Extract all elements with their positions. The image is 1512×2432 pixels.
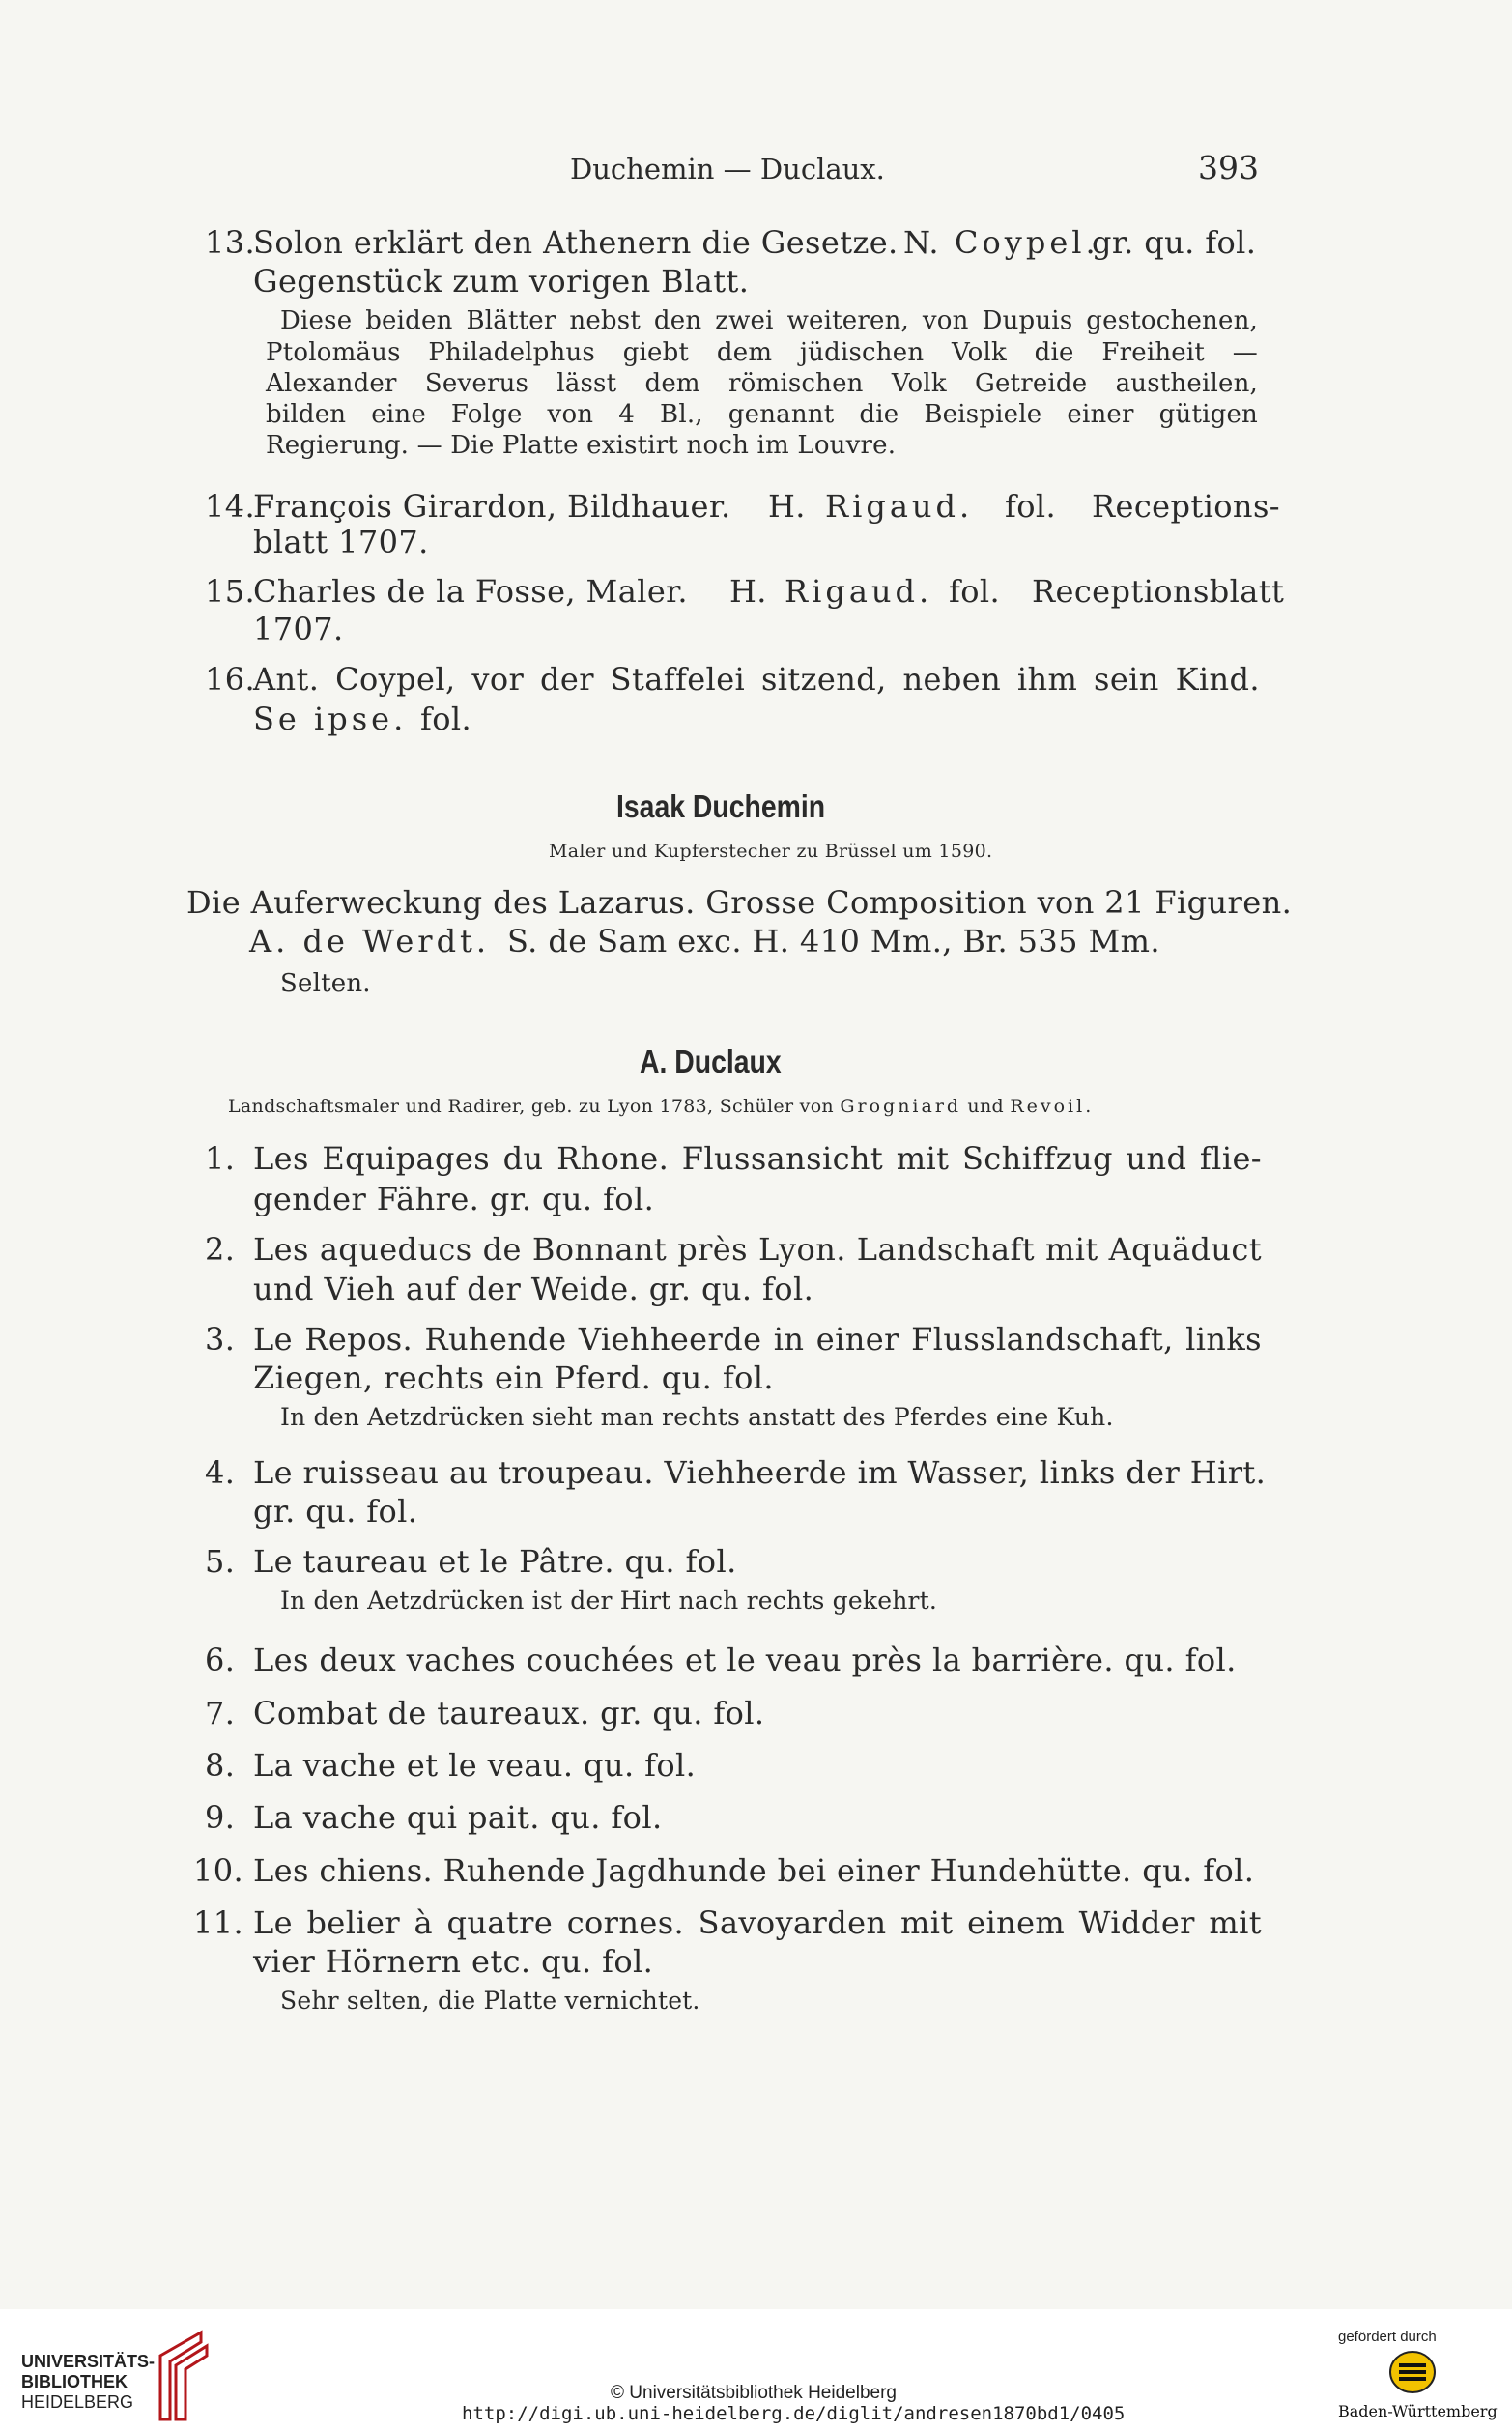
artist-subtitle-duclaux xyxy=(228,1096,1094,1117)
library-logo-icon xyxy=(155,2327,213,2423)
entry-13-engraver: Coypel. xyxy=(955,224,1099,261)
duchemin-engraver: A. de Werdt. xyxy=(249,923,491,959)
entry-number: 5. xyxy=(205,1543,236,1580)
entry-15-format: fol. xyxy=(949,573,1001,610)
entry-14-engraver: Rigaud. xyxy=(825,488,974,525)
note-line: Ptolomäus Philadelphus giebt dem jüdischen Volk die Freiheit — xyxy=(266,338,1258,367)
entry-line: Ziegen, rechts ein Pferd. qu. fol. xyxy=(253,1359,774,1396)
entry-15-number: 15. xyxy=(205,573,256,610)
entry-16-format: fol. xyxy=(420,701,472,737)
entry-line: Combat de taureaux. gr. qu. fol. xyxy=(253,1695,765,1731)
entry-number: 3. xyxy=(205,1321,236,1358)
entry-14-receptions: Receptions- xyxy=(1092,488,1280,525)
entry-note: In den Aetzdrücken ist der Hirt nach rechts gekehrt. xyxy=(280,1587,938,1615)
subtitle-and: und xyxy=(967,1096,1004,1117)
entry-14-h: H. xyxy=(768,488,806,525)
entry-line: vier Hörnern etc. qu. fol. xyxy=(253,1943,654,1980)
entry-line: gender Fähre. gr. qu. fol. xyxy=(253,1181,655,1217)
library-line: UNIVERSITÄTS- xyxy=(21,2352,156,2371)
entry-14-number: 14. xyxy=(205,488,256,525)
entry-note: Sehr selten, die Platte vernichtet. xyxy=(280,1987,700,2015)
entry-13-number: 13. xyxy=(205,224,256,261)
artist-heading-duclaux: A. Duclaux xyxy=(640,1044,782,1079)
entry-13-format: gr. qu. fol. xyxy=(1092,224,1257,261)
library-line: BIBLIOTHEK xyxy=(21,2372,128,2391)
entry-14-line2: blatt 1707. xyxy=(253,524,429,560)
entry-13-title: Solon erklärt den Athenern die Gesetze. xyxy=(253,224,899,261)
entry-number: 7. xyxy=(205,1695,236,1731)
entry-number: 8. xyxy=(205,1747,236,1784)
library-name xyxy=(21,2352,155,2413)
library-line: HEIDELBERG xyxy=(21,2392,134,2412)
entry-line: La vache et le veau. qu. fol. xyxy=(253,1747,697,1784)
entry-15-receptions: Receptionsblatt xyxy=(1032,573,1285,610)
entry-line: Les deux vaches couchées et le veau près la barrière. qu. fol. xyxy=(253,1642,1237,1678)
entry-13-line2: Gegenstück zum vorigen Blatt. xyxy=(253,263,750,300)
entry-line: Les chiens. Ruhende Jagdhunde bei einer Hundehütte. qu. fol. xyxy=(253,1852,1255,1889)
entry-line: und Vieh auf der Weide. gr. qu. fol. xyxy=(253,1271,814,1307)
note-line: Alexander Severus lässt dem römischen Volk Getreide austheilen, xyxy=(266,369,1258,398)
entry-line: La vache qui pait. qu. fol. xyxy=(253,1799,663,1836)
artist-subtitle-duchemin: Maler und Kupferstecher zu Brüssel um 1590. xyxy=(549,841,993,862)
entry-15-h: H. xyxy=(729,573,767,610)
entry-16-title: Ant. Coypel, vor der Staffelei sitzend, neben ihm sein Kind. xyxy=(253,661,1260,698)
entry-number: 11. xyxy=(193,1904,244,1941)
subtitle-teacher-2: Revoil. xyxy=(1010,1096,1095,1117)
copyright: © Universitätsbibliothek Heidelberg xyxy=(611,2383,897,2403)
duchemin-note: Selten. xyxy=(280,969,371,998)
state-coat-of-arms-icon xyxy=(1388,2350,1437,2394)
entry-15-engraver: Rigaud. xyxy=(785,573,933,610)
note-line: Regierung. — Die Platte existirt noch im Louvre. xyxy=(266,431,897,460)
entry-16-number: 16. xyxy=(205,661,256,698)
entry-note: In den Aetzdrücken sieht man rechts anstatt des Pferdes eine Kuh. xyxy=(280,1403,1114,1431)
entry-number: 9. xyxy=(205,1799,236,1836)
subtitle-teacher-1: Grogniard xyxy=(840,1096,962,1117)
entry-number: 4. xyxy=(205,1454,236,1491)
entry-13-n: N. xyxy=(903,224,939,261)
entry-line: Les Equipages du Rhone. Flussansicht mit Schiffzug und flie- xyxy=(253,1140,1262,1177)
running-title: Duchemin — Duclaux. xyxy=(570,153,885,186)
duchemin-entry-line1: Die Auferweckung des Lazarus. Grosse Composition von 21 Figuren. xyxy=(186,884,1293,921)
source-url-link[interactable]: http://digi.ub.uni-heidelberg.de/diglit/andresen1870bd1/0405 xyxy=(462,2403,1126,2424)
duchemin-entry-line2: S. de Sam exc. H. 410 Mm., Br. 535 Mm. xyxy=(507,923,1160,959)
note-line: bilden eine Folge von 4 Bl., genannt die Beispiele einer gütigen xyxy=(266,400,1258,429)
entry-line: Le taureau et le Pâtre. qu. fol. xyxy=(253,1543,737,1580)
entry-line: gr. qu. fol. xyxy=(253,1493,418,1530)
entry-number: 1. xyxy=(205,1140,236,1177)
entry-number: 2. xyxy=(205,1231,236,1268)
entry-14-format: fol. xyxy=(1005,488,1057,525)
entry-14-title: François Girardon, Bildhauer. xyxy=(253,488,731,525)
subtitle-text: Landschaftsmaler und Radirer, geb. zu Lyon 1783, Schüler von xyxy=(228,1096,834,1117)
entry-number: 6. xyxy=(205,1642,236,1678)
note-line: Diese beiden Blätter nebst den zwei weiteren, von Dupuis gestochenen, xyxy=(280,306,1258,335)
entry-line: Le belier à quatre cornes. Savoyarden mit einem Widder mit xyxy=(253,1904,1262,1941)
entry-15-title: Charles de la Fosse, Maler. xyxy=(253,573,688,610)
artist-heading-duchemin: Isaak Duchemin xyxy=(616,788,826,824)
entry-number: 10. xyxy=(193,1852,244,1889)
entry-line: Les aqueducs de Bonnant près Lyon. Landschaft mit Aquäduct xyxy=(253,1231,1262,1268)
entry-line: Le ruisseau au troupeau. Viehheerde im Wasser, links der Hirt. xyxy=(253,1454,1267,1491)
state-name: Baden-Württemberg xyxy=(1338,2402,1498,2420)
entry-15-line2: 1707. xyxy=(253,611,344,647)
page-number: 393 xyxy=(1198,149,1259,186)
entry-16-se-ipse: Se ipse. xyxy=(253,701,408,737)
footer xyxy=(0,2309,1512,2432)
entry-line: Le Repos. Ruhende Viehheerde in einer Flusslandschaft, links xyxy=(253,1321,1262,1358)
funded-by: gefördert durch xyxy=(1338,2329,1437,2345)
